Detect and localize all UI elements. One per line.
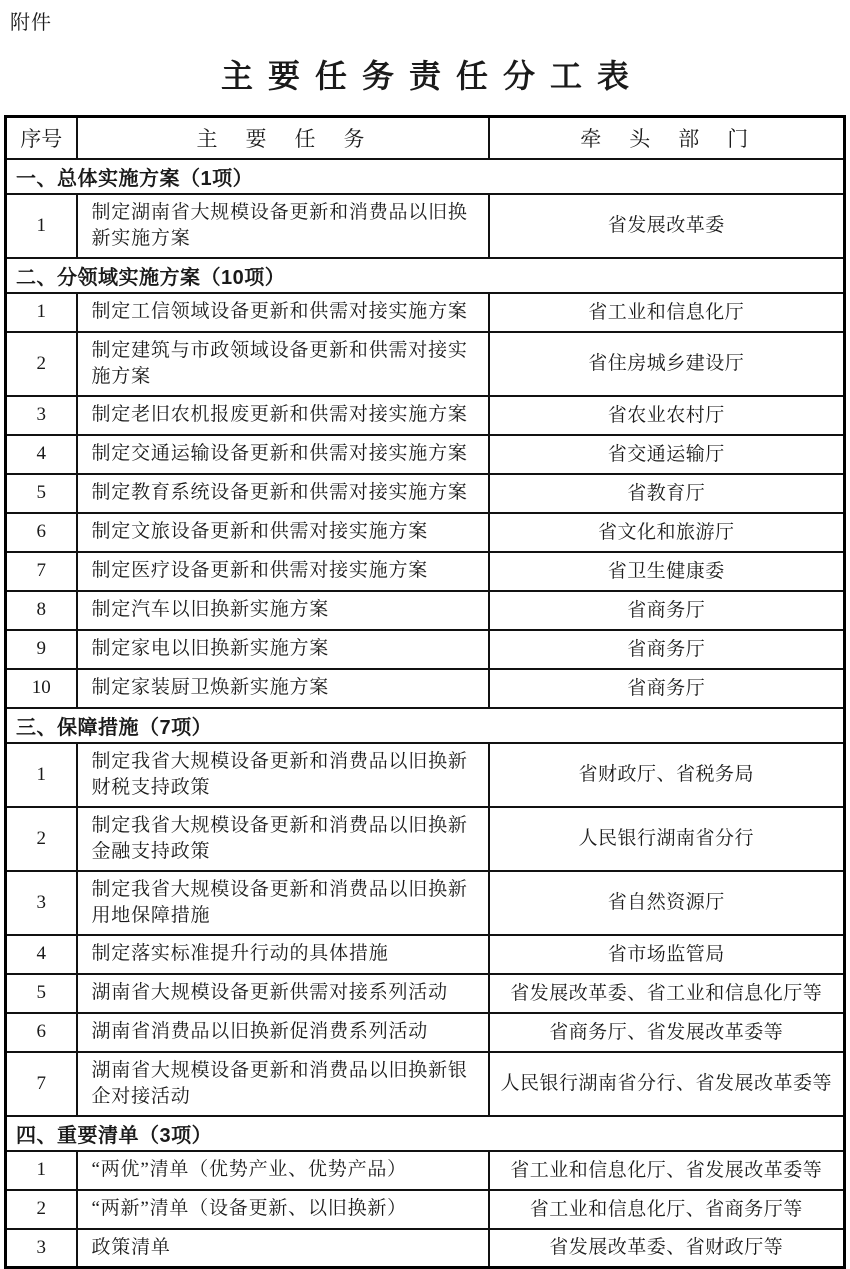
row-index: 3 bbox=[6, 1229, 77, 1268]
section-title: 一、总体实施方案（1项） bbox=[6, 159, 845, 194]
row-index: 1 bbox=[6, 293, 77, 332]
row-index: 1 bbox=[6, 1151, 77, 1190]
row-department: 省发展改革委 bbox=[489, 194, 845, 258]
row-index: 5 bbox=[6, 974, 77, 1013]
row-task: 制定文旅设备更新和供需对接实施方案 bbox=[77, 513, 489, 552]
row-department: 省商务厅 bbox=[489, 669, 845, 708]
row-index: 1 bbox=[6, 743, 77, 807]
row-task: 制定医疗设备更新和供需对接实施方案 bbox=[77, 552, 489, 591]
row-task: 湖南省大规模设备更新供需对接系列活动 bbox=[77, 974, 489, 1013]
row-department: 省住房城乡建设厅 bbox=[489, 332, 845, 396]
section-header bbox=[6, 1116, 845, 1151]
row-department: 省工业和信息化厅、省商务厅等 bbox=[489, 1190, 845, 1229]
row-task: 制定交通运输设备更新和供需对接实施方案 bbox=[77, 435, 489, 474]
row-index: 1 bbox=[6, 194, 77, 258]
row-department: 省自然资源厅 bbox=[489, 871, 845, 935]
task-responsibility-table bbox=[4, 115, 846, 1269]
row-task: 制定建筑与市政领域设备更新和供需对接实施方案 bbox=[77, 332, 489, 396]
table-row bbox=[6, 743, 845, 807]
table-row bbox=[6, 1052, 845, 1116]
table-row bbox=[6, 1151, 845, 1190]
row-department: 省交通运输厅 bbox=[489, 435, 845, 474]
row-task: 制定湖南省大规模设备更新和消费品以旧换新实施方案 bbox=[77, 194, 489, 258]
table-row bbox=[6, 935, 845, 974]
column-header-task: 主要任务 bbox=[77, 117, 489, 159]
row-department: 省市场监管局 bbox=[489, 935, 845, 974]
section-header bbox=[6, 258, 845, 293]
row-index: 3 bbox=[6, 871, 77, 935]
section-title: 四、重要清单（3项） bbox=[6, 1116, 845, 1151]
row-task: 制定工信领域设备更新和供需对接实施方案 bbox=[77, 293, 489, 332]
row-task: 制定我省大规模设备更新和消费品以旧换新财税支持政策 bbox=[77, 743, 489, 807]
row-department: 省发展改革委、省工业和信息化厅等 bbox=[489, 974, 845, 1013]
row-index: 4 bbox=[6, 435, 77, 474]
table-row bbox=[6, 974, 845, 1013]
row-task: 制定我省大规模设备更新和消费品以旧换新用地保障措施 bbox=[77, 871, 489, 935]
table-row bbox=[6, 669, 845, 708]
row-index: 8 bbox=[6, 591, 77, 630]
row-department: 省工业和信息化厅 bbox=[489, 293, 845, 332]
page-title: 主要任务责任分工表 bbox=[220, 58, 644, 94]
row-department: 省商务厅 bbox=[489, 630, 845, 669]
row-department: 省财政厅、省税务局 bbox=[489, 743, 845, 807]
row-index: 2 bbox=[6, 1190, 77, 1229]
row-task: 制定教育系统设备更新和供需对接实施方案 bbox=[77, 474, 489, 513]
section-header bbox=[6, 708, 845, 743]
row-department: 省商务厅 bbox=[489, 591, 845, 630]
table-row bbox=[6, 396, 845, 435]
row-task: 湖南省消费品以旧换新促消费系列活动 bbox=[77, 1013, 489, 1052]
table-row bbox=[6, 1013, 845, 1052]
table-row bbox=[6, 552, 845, 591]
row-task: 制定汽车以旧换新实施方案 bbox=[77, 591, 489, 630]
table-row bbox=[6, 871, 845, 935]
table-row bbox=[6, 630, 845, 669]
section-header bbox=[6, 159, 845, 194]
row-index: 6 bbox=[6, 513, 77, 552]
row-task: “两优”清单（优势产业、优势产品） bbox=[77, 1151, 489, 1190]
row-department: 省工业和信息化厅、省发展改革委等 bbox=[489, 1151, 845, 1190]
table-row bbox=[6, 591, 845, 630]
row-department: 省商务厅、省发展改革委等 bbox=[489, 1013, 845, 1052]
table-row bbox=[6, 332, 845, 396]
row-task: 政策清单 bbox=[77, 1229, 489, 1268]
column-header-index: 序号 bbox=[6, 117, 77, 159]
section-title: 三、保障措施（7项） bbox=[6, 708, 845, 743]
table-row bbox=[6, 194, 845, 258]
row-index: 10 bbox=[6, 669, 77, 708]
table-row bbox=[6, 293, 845, 332]
row-index: 5 bbox=[6, 474, 77, 513]
column-header-department: 牵头部门 bbox=[489, 117, 845, 159]
table-row bbox=[6, 513, 845, 552]
row-index: 3 bbox=[6, 396, 77, 435]
row-index: 6 bbox=[6, 1013, 77, 1052]
table-row bbox=[6, 807, 845, 871]
row-task: 制定家装厨卫焕新实施方案 bbox=[77, 669, 489, 708]
row-task: 制定家电以旧换新实施方案 bbox=[77, 630, 489, 669]
table-row bbox=[6, 435, 845, 474]
table-row bbox=[6, 1190, 845, 1229]
row-department: 省发展改革委、省财政厅等 bbox=[489, 1229, 845, 1268]
row-task: 制定老旧农机报废更新和供需对接实施方案 bbox=[77, 396, 489, 435]
row-department: 省教育厅 bbox=[489, 474, 845, 513]
row-index: 2 bbox=[6, 332, 77, 396]
attachment-label: 附件 bbox=[10, 12, 52, 34]
row-task: “两新”清单（设备更新、以旧换新） bbox=[77, 1190, 489, 1229]
row-department: 省卫生健康委 bbox=[489, 552, 845, 591]
table-row bbox=[6, 474, 845, 513]
row-index: 2 bbox=[6, 807, 77, 871]
row-task: 制定我省大规模设备更新和消费品以旧换新金融支持政策 bbox=[77, 807, 489, 871]
row-index: 4 bbox=[6, 935, 77, 974]
row-task: 制定落实标准提升行动的具体措施 bbox=[77, 935, 489, 974]
row-department: 省农业农村厅 bbox=[489, 396, 845, 435]
row-index: 7 bbox=[6, 552, 77, 591]
row-department: 省文化和旅游厅 bbox=[489, 513, 845, 552]
section-title: 二、分领域实施方案（10项） bbox=[6, 258, 845, 293]
table-row bbox=[6, 1229, 845, 1268]
row-task: 湖南省大规模设备更新和消费品以旧换新银企对接活动 bbox=[77, 1052, 489, 1116]
row-index: 7 bbox=[6, 1052, 77, 1116]
row-department: 人民银行湖南省分行 bbox=[489, 807, 845, 871]
row-department: 人民银行湖南省分行、省发展改革委等 bbox=[489, 1052, 845, 1116]
row-index: 9 bbox=[6, 630, 77, 669]
table-header-row bbox=[6, 117, 845, 159]
